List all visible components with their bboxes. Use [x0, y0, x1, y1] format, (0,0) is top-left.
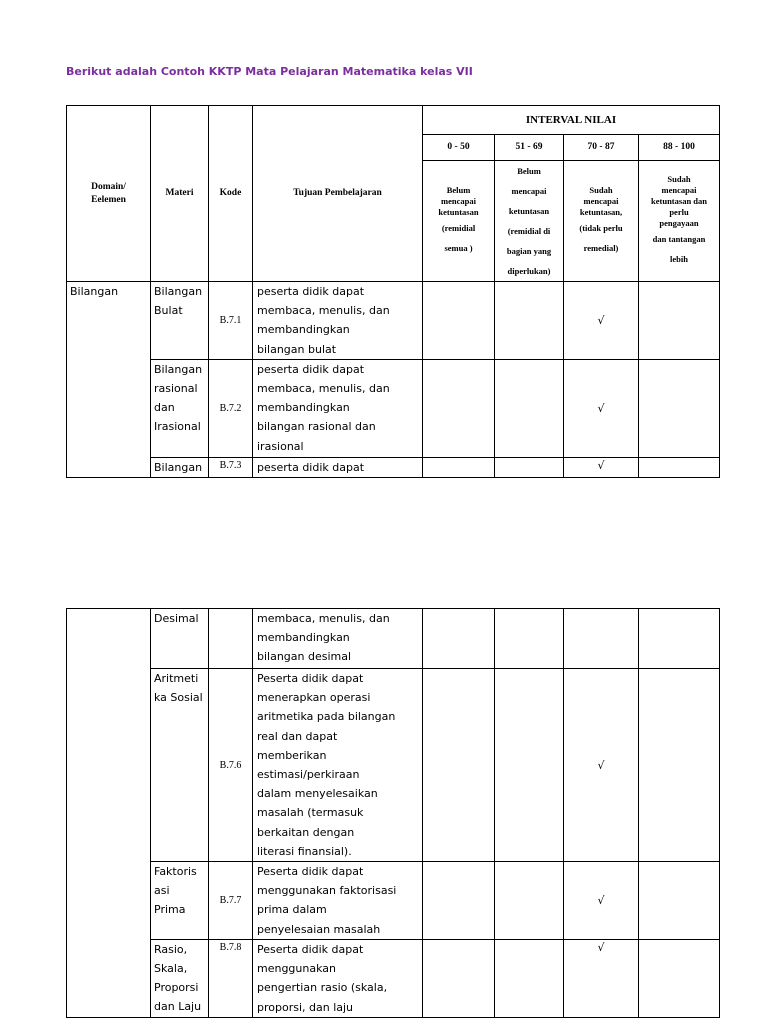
desc-51-69: Belum mencapai ketuntasan (remidial di bagian yang diperlukan) — [495, 161, 564, 282]
score-cell — [495, 359, 564, 457]
table-row — [67, 862, 720, 940]
table-row — [67, 359, 720, 457]
score-cell — [639, 862, 720, 940]
tujuan-cell: Peserta didik dapat menerapkan operasi aritmetika pada bilangan real dan dapat memberikan estimasi/perkiraan dalam menyelesaikan masalah (termasuk berkaitan dengan literasi finansial). — [253, 669, 423, 862]
range-0-50: 0 - 50 — [423, 135, 495, 161]
score-cell — [495, 940, 564, 1018]
checkmark: √ — [564, 940, 639, 1018]
table-row — [67, 282, 720, 360]
header-kode: Kode — [209, 106, 253, 282]
checkmark: √ — [564, 457, 639, 477]
score-cell — [495, 457, 564, 477]
score-cell — [423, 609, 495, 669]
score-cell — [423, 282, 495, 360]
score-cell — [639, 940, 720, 1018]
table-row — [67, 940, 720, 1018]
score-cell — [564, 609, 639, 669]
score-cell — [639, 359, 720, 457]
checkmark: √ — [564, 359, 639, 457]
range-51-69: 51 - 69 — [495, 135, 564, 161]
materi-cell: Faktoris asi Prima — [151, 862, 209, 940]
desc-0-50: Belum mencapai ketuntasan (remidial semua ) — [423, 161, 495, 282]
kode-cell: B.7.8 — [209, 940, 253, 1018]
score-cell — [639, 669, 720, 862]
score-cell — [423, 862, 495, 940]
desc-88-100: Sudah mencapai ketuntasan dan perlu pengayaan dan tantangan lebih — [639, 161, 720, 282]
domain-label: Bilangan — [70, 285, 119, 298]
kode-cell: B.7.1 — [209, 282, 253, 360]
range-88-100: 88 - 100 — [639, 135, 720, 161]
table-row — [67, 609, 720, 669]
kode-cell — [209, 609, 253, 669]
header-interval: INTERVAL NILAI — [423, 106, 720, 135]
tujuan-cell: Peserta didik dapat menggunakan pengertian rasio (skala, proporsi, dan laju — [253, 940, 423, 1018]
score-cell — [423, 457, 495, 477]
score-cell — [639, 457, 720, 477]
domain-cell — [67, 609, 151, 1018]
materi-cell: Aritmeti ka Sosial — [151, 669, 209, 862]
header-materi: Materi — [151, 106, 209, 282]
tujuan-cell: Peserta didik dapat menggunakan faktorisasi prima dalam penyelesaian masalah — [253, 862, 423, 940]
header-domain: Domain/ Eelemen — [67, 106, 151, 282]
score-cell — [423, 940, 495, 1018]
kode-cell: B.7.2 — [209, 359, 253, 457]
kode-cell: B.7.6 — [209, 669, 253, 862]
score-cell — [495, 862, 564, 940]
checkmark: √ — [564, 862, 639, 940]
header-tujuan: Tujuan Pembelajaran — [253, 106, 423, 282]
score-cell — [495, 669, 564, 862]
score-cell — [639, 282, 720, 360]
checkmark: √ — [564, 282, 639, 360]
tujuan-cell: peserta didik dapat membaca, menulis, dan membandingkan bilangan bulat — [253, 282, 423, 360]
tujuan-cell: membaca, menulis, dan membandingkan bilangan desimal — [253, 609, 423, 669]
score-cell — [495, 609, 564, 669]
page-heading: Berikut adalah Contoh KKTP Mata Pelajaran Matematika kelas VII — [66, 65, 473, 78]
materi-cell: Bilangan rasional dan Irasional — [151, 359, 209, 457]
range-70-87: 70 - 87 — [564, 135, 639, 161]
score-cell — [639, 609, 720, 669]
materi-cell: Desimal — [151, 609, 209, 669]
checkmark: √ — [564, 669, 639, 862]
materi-cell: Bilangan Bulat — [151, 282, 209, 360]
score-cell — [423, 359, 495, 457]
tujuan-cell: peserta didik dapat — [253, 457, 423, 477]
domain-cell — [67, 282, 151, 478]
materi-cell: Rasio, Skala, Proporsi dan Laju — [151, 940, 209, 1018]
desc-70-87: Sudah mencapai ketuntasan, (tidak perlu remedial) — [564, 161, 639, 282]
table-row — [67, 457, 720, 477]
tujuan-cell: peserta didik dapat membaca, menulis, dan membandingkan bilangan rasional dan irasional — [253, 359, 423, 457]
score-cell — [423, 669, 495, 862]
kktp-table-page1 — [66, 105, 720, 478]
materi-cell: Bilangan — [151, 457, 209, 477]
table-row — [67, 669, 720, 862]
kode-cell: B.7.7 — [209, 862, 253, 940]
kktp-table-page2 — [66, 608, 720, 1018]
kode-cell: B.7.3 — [209, 457, 253, 477]
score-cell — [495, 282, 564, 360]
